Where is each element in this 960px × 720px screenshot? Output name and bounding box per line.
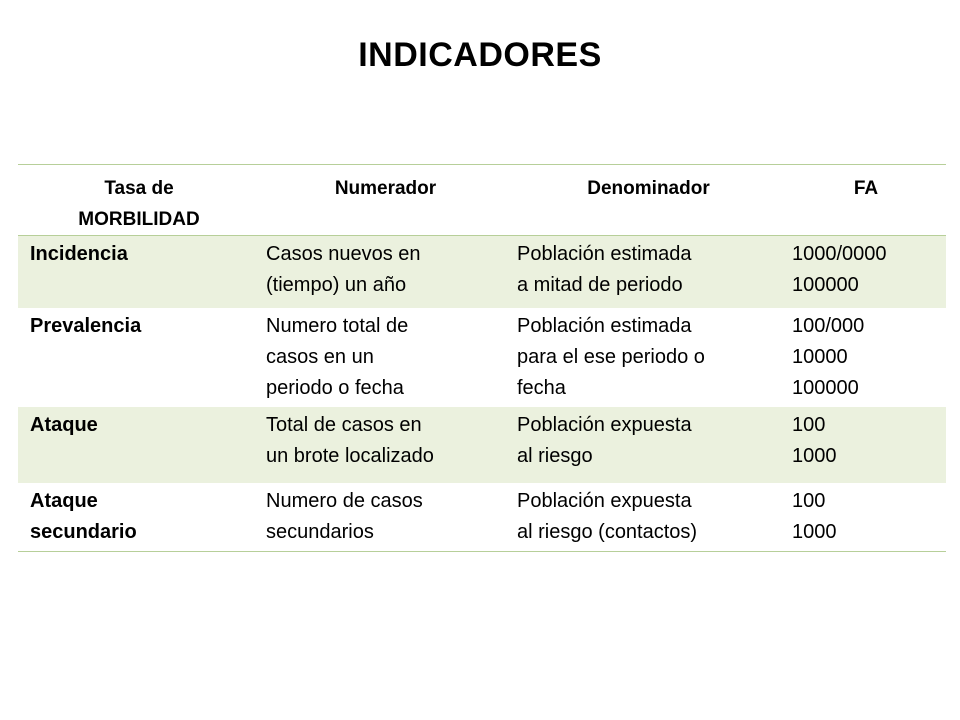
indicators-table: [18, 164, 946, 552]
cell-fa: 100/000 10000 100000: [792, 314, 865, 399]
table-header: [18, 165, 946, 236]
cell-denominador: Población estimada para el ese periodo o fecha: [517, 314, 705, 399]
table-row: [18, 407, 946, 483]
cell-fa: 100 1000: [792, 489, 837, 543]
table-body: [18, 236, 946, 552]
cell-fa: 1000/0000 100000: [786, 236, 946, 308]
row-label-prevalencia: Prevalencia: [30, 314, 142, 337]
table-row: [18, 483, 946, 552]
indicators-table-container: [18, 164, 946, 552]
cell-denominador: Población estimada a mitad de periodo: [511, 236, 786, 308]
row-label-ataque-secundario: Ataque secundario: [30, 489, 137, 543]
cell-numerador: Casos nuevos en (tiempo) un año: [260, 236, 511, 308]
page-title: INDICADORES: [358, 36, 602, 74]
header-row: [18, 165, 946, 236]
cell-fa: 100 1000: [786, 407, 946, 483]
cell-numerador: Total de casos en un brote localizado: [260, 407, 511, 483]
cell-denominador: Población expuesta al riesgo (contactos): [517, 489, 698, 543]
cell-numerador: Numero de casos secundarios: [266, 489, 423, 543]
header-tasa-morbilidad: Tasa de MORBILIDAD: [78, 178, 200, 230]
table-row: [18, 236, 946, 308]
header-numerador: Numerador: [334, 178, 437, 199]
cell-denominador: Población expuesta al riesgo: [511, 407, 786, 483]
row-label-incidencia: Incidencia: [18, 236, 260, 308]
row-label-ataque: Ataque: [18, 407, 260, 483]
table-row: [18, 308, 946, 407]
header-fa: FA: [853, 178, 879, 199]
header-denominador: Denominador: [587, 178, 710, 199]
cell-numerador: Numero total de casos en un periodo o fecha: [266, 314, 409, 399]
